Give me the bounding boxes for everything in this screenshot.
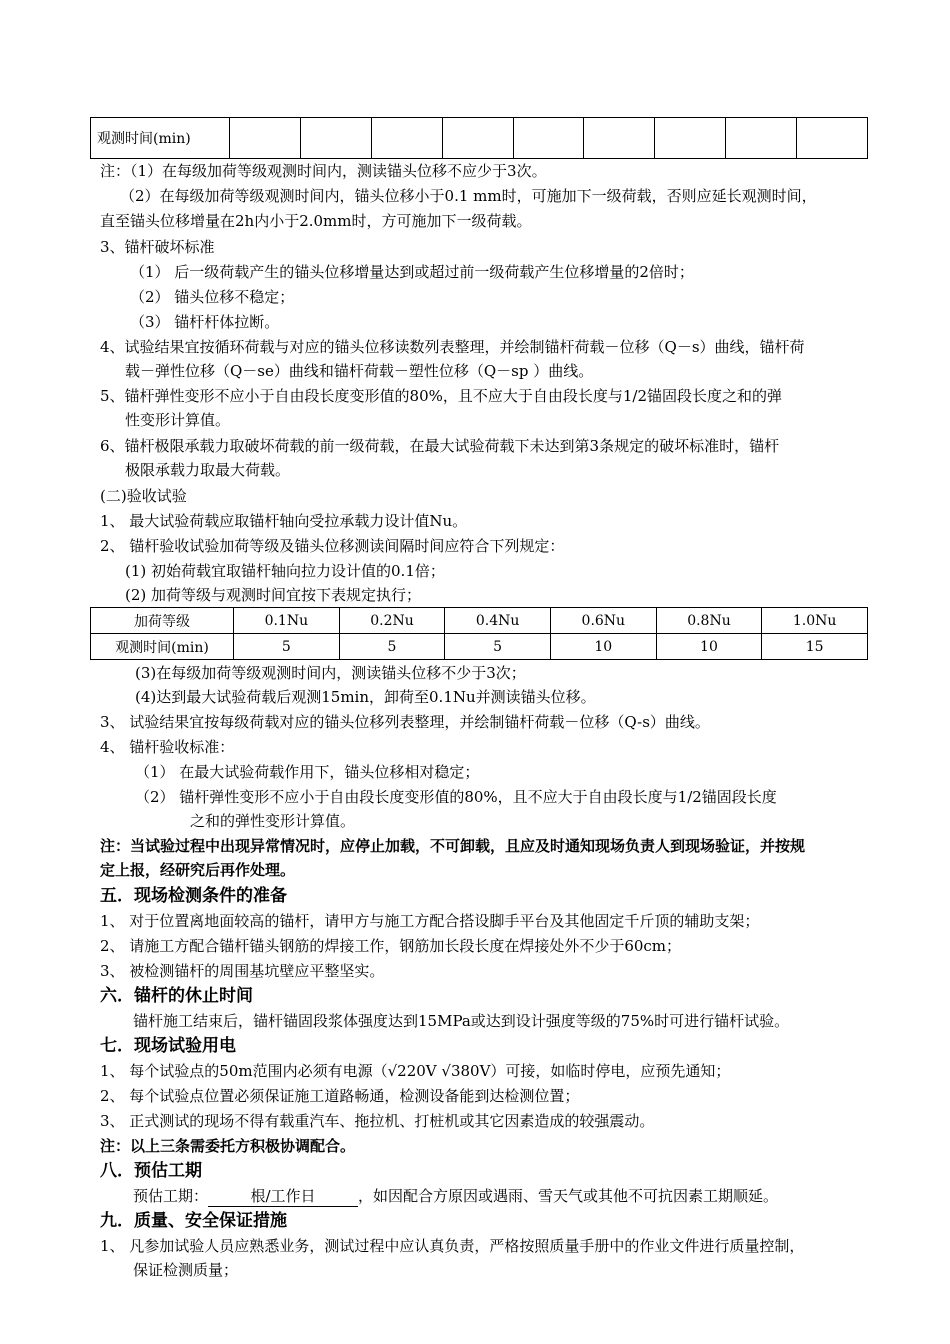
section-heading: 七．现场试验用电 <box>100 1036 236 1056</box>
item4-line: 载－弹性位移（Q－se）曲线和锚杆荷载－塑性位移（Q－sp ）曲线。 <box>125 362 594 380</box>
failure-item: （2） 锚头位移不稳定； <box>130 288 295 306</box>
table-cell: 10 <box>550 634 656 660</box>
table-cell: 0.8Nu <box>656 608 762 634</box>
schedule-prefix: 预估工期： <box>133 1187 209 1205</box>
item6-line: 极限承载力取最大荷载。 <box>125 461 291 479</box>
section-text: 锚杆施工结束后，锚杆锚固段浆体强度达到15MPa或达到设计强度等级的75%时可进行锚杆试验。 <box>133 1012 790 1030</box>
table-cell: 0.2Nu <box>339 608 445 634</box>
load-level-table <box>90 607 868 660</box>
table-cell: 1.0Nu <box>762 608 868 634</box>
table-cell: 0.1Nu <box>234 608 340 634</box>
table-cell <box>655 118 726 159</box>
bold-note: 注：以上三条需委托方积极协调配合。 <box>100 1137 356 1155</box>
row-label: 观测时间(min) <box>91 634 234 660</box>
acceptance-subitem: (4)达到最大试验荷载后观测15min，卸荷至0.1Nu并测读锚头位移。 <box>135 688 596 706</box>
table-cell <box>371 118 442 159</box>
acceptance-subitem: (1) 初始荷载宜取锚杆轴向拉力设计值的0.1倍； <box>125 562 445 580</box>
acceptance-subitem: (2) 加荷等级与观测时间宜按下表规定执行； <box>125 586 422 604</box>
acceptance-title: (二)验收试验 <box>100 487 187 505</box>
section-item: 3、 正式测试的现场不得有载重汽车、拖拉机、打桩机或其它因素造成的较强震动。 <box>100 1112 655 1130</box>
item4-line: 4、试验结果宜按循环荷载与对应的锚头位移读数列表整理，并绘制锚杆荷载－位移（Q－s）曲线，锚杆荷 <box>100 338 805 356</box>
row-label: 加荷等级 <box>91 608 234 634</box>
section-heading: 六．锚杆的休止时间 <box>100 986 253 1006</box>
note-line: 直至锚头位移增量在2h内小于2.0mm时，方可施加下一级荷载。 <box>100 212 532 230</box>
section-item: 2、 请施工方配合锚杆锚头钢筋的焊接工作，钢筋加长段长度在焊接处外不少于60cm； <box>100 937 682 955</box>
table-cell <box>513 118 584 159</box>
table-cell: 5 <box>234 634 340 660</box>
section-item: 2、 每个试验点位置必须保证施工道路畅通，检测设备能到达检测位置； <box>100 1087 580 1105</box>
schedule-suffix: ，如因配合方原因或遇雨、雪天气或其他不可抗因素工期顺延。 <box>358 1187 779 1205</box>
table-cell: 0.4Nu <box>445 608 551 634</box>
item5-line: 5、锚杆弹性变形不应小于自由段长度变形值的80%，且不应大于自由段长度与1/2锚固段长度之和的弹 <box>100 387 783 405</box>
section-heading: 九．质量、安全保证措施 <box>100 1211 287 1231</box>
acceptance-item: 4、 锚杆验收标准： <box>100 738 235 756</box>
table-cell: 15 <box>762 634 868 660</box>
acceptance-subitem: （2） 锚杆弹性变形不应小于自由段长度变形值的80%，且不应大于自由段长度与1/2锚固段长度 <box>135 788 777 806</box>
section-item: 1、 对于位置离地面较高的锚杆，请甲方与施工方配合搭设脚手平台及其他固定千斤顶的辅助支架； <box>100 912 760 930</box>
note-line: （2）在每级加荷等级观测时间内，锚头位移小于0.1 mm时，可施加下一级荷载，否则应延长观测时间， <box>120 187 817 205</box>
item6-line: 6、锚杆极限承载力取破坏荷载的前一级荷载，在最大试验荷载下未达到第3条规定的破坏标准时，锚杆 <box>100 437 780 455</box>
table-cell <box>726 118 797 159</box>
failure-title: 3、锚杆破坏标准 <box>100 238 215 256</box>
schedule-blank: 根/工作日 <box>208 1186 358 1207</box>
table-cell: 5 <box>339 634 445 660</box>
acceptance-item: 3、 试验结果宜按每级荷载对应的锚头位移列表整理，并绘制锚杆荷载－位移（Q-s）曲线。 <box>100 713 710 731</box>
failure-item: （1） 后一级荷载产生的锚头位移增量达到或超过前一级荷载产生位移增量的2倍时； <box>130 263 694 281</box>
table-cell <box>230 118 301 159</box>
row-label: 观测时间(min) <box>91 118 230 159</box>
acceptance-subitem: (3)在每级加荷等级观测时间内，测读锚头位移不少于3次； <box>135 664 526 682</box>
acceptance-item: 1、 最大试验荷载应取锚杆轴向受拉承载力设计值Nu。 <box>100 512 468 530</box>
table-cell <box>584 118 655 159</box>
section-item: 3、 被检测锚杆的周围基坑壁应平整坚实。 <box>100 962 385 980</box>
schedule-line <box>133 1186 778 1207</box>
bold-note: 定上报，经研究后再作处理。 <box>100 861 296 879</box>
section-item: 1、 凡参加试验人员应熟悉业务，测试过程中应认真负责，严格按照质量手册中的作业文件进行质量控制， <box>100 1237 805 1255</box>
section-item: 1、 每个试验点的50m范围内必须有电源（√220V √380V）可接，如临时停电，应预先通知； <box>100 1062 731 1080</box>
table-cell <box>300 118 371 159</box>
acceptance-subitem: 之和的弹性变形计算值。 <box>190 812 356 830</box>
table-cell <box>797 118 868 159</box>
acceptance-item: 2、 锚杆验收试验加荷等级及锚头位移测读间隔时间应符合下列规定： <box>100 537 565 555</box>
section-heading: 八．预估工期 <box>100 1161 202 1181</box>
section-item: 保证检测质量； <box>133 1261 239 1279</box>
bold-note: 注：当试验过程中出现异常情况时，应停止加载，不可卸载，且应及时通知现场负责人到现场验证，并按规 <box>100 837 806 855</box>
failure-item: （3） 锚杆杆体拉断。 <box>130 313 280 331</box>
table-cell: 10 <box>656 634 762 660</box>
item5-line: 性变形计算值。 <box>125 411 231 429</box>
table-cell <box>442 118 513 159</box>
note-line: 注：（1）在每级加荷等级观测时间内，测读锚头位移不应少于3次。 <box>100 162 547 180</box>
table-cell: 0.6Nu <box>550 608 656 634</box>
section-heading: 五．现场检测条件的准备 <box>100 886 287 906</box>
acceptance-subitem: （1） 在最大试验荷载作用下，锚头位移相对稳定； <box>135 763 480 781</box>
top-observation-table <box>90 117 868 159</box>
table-cell: 5 <box>445 634 551 660</box>
